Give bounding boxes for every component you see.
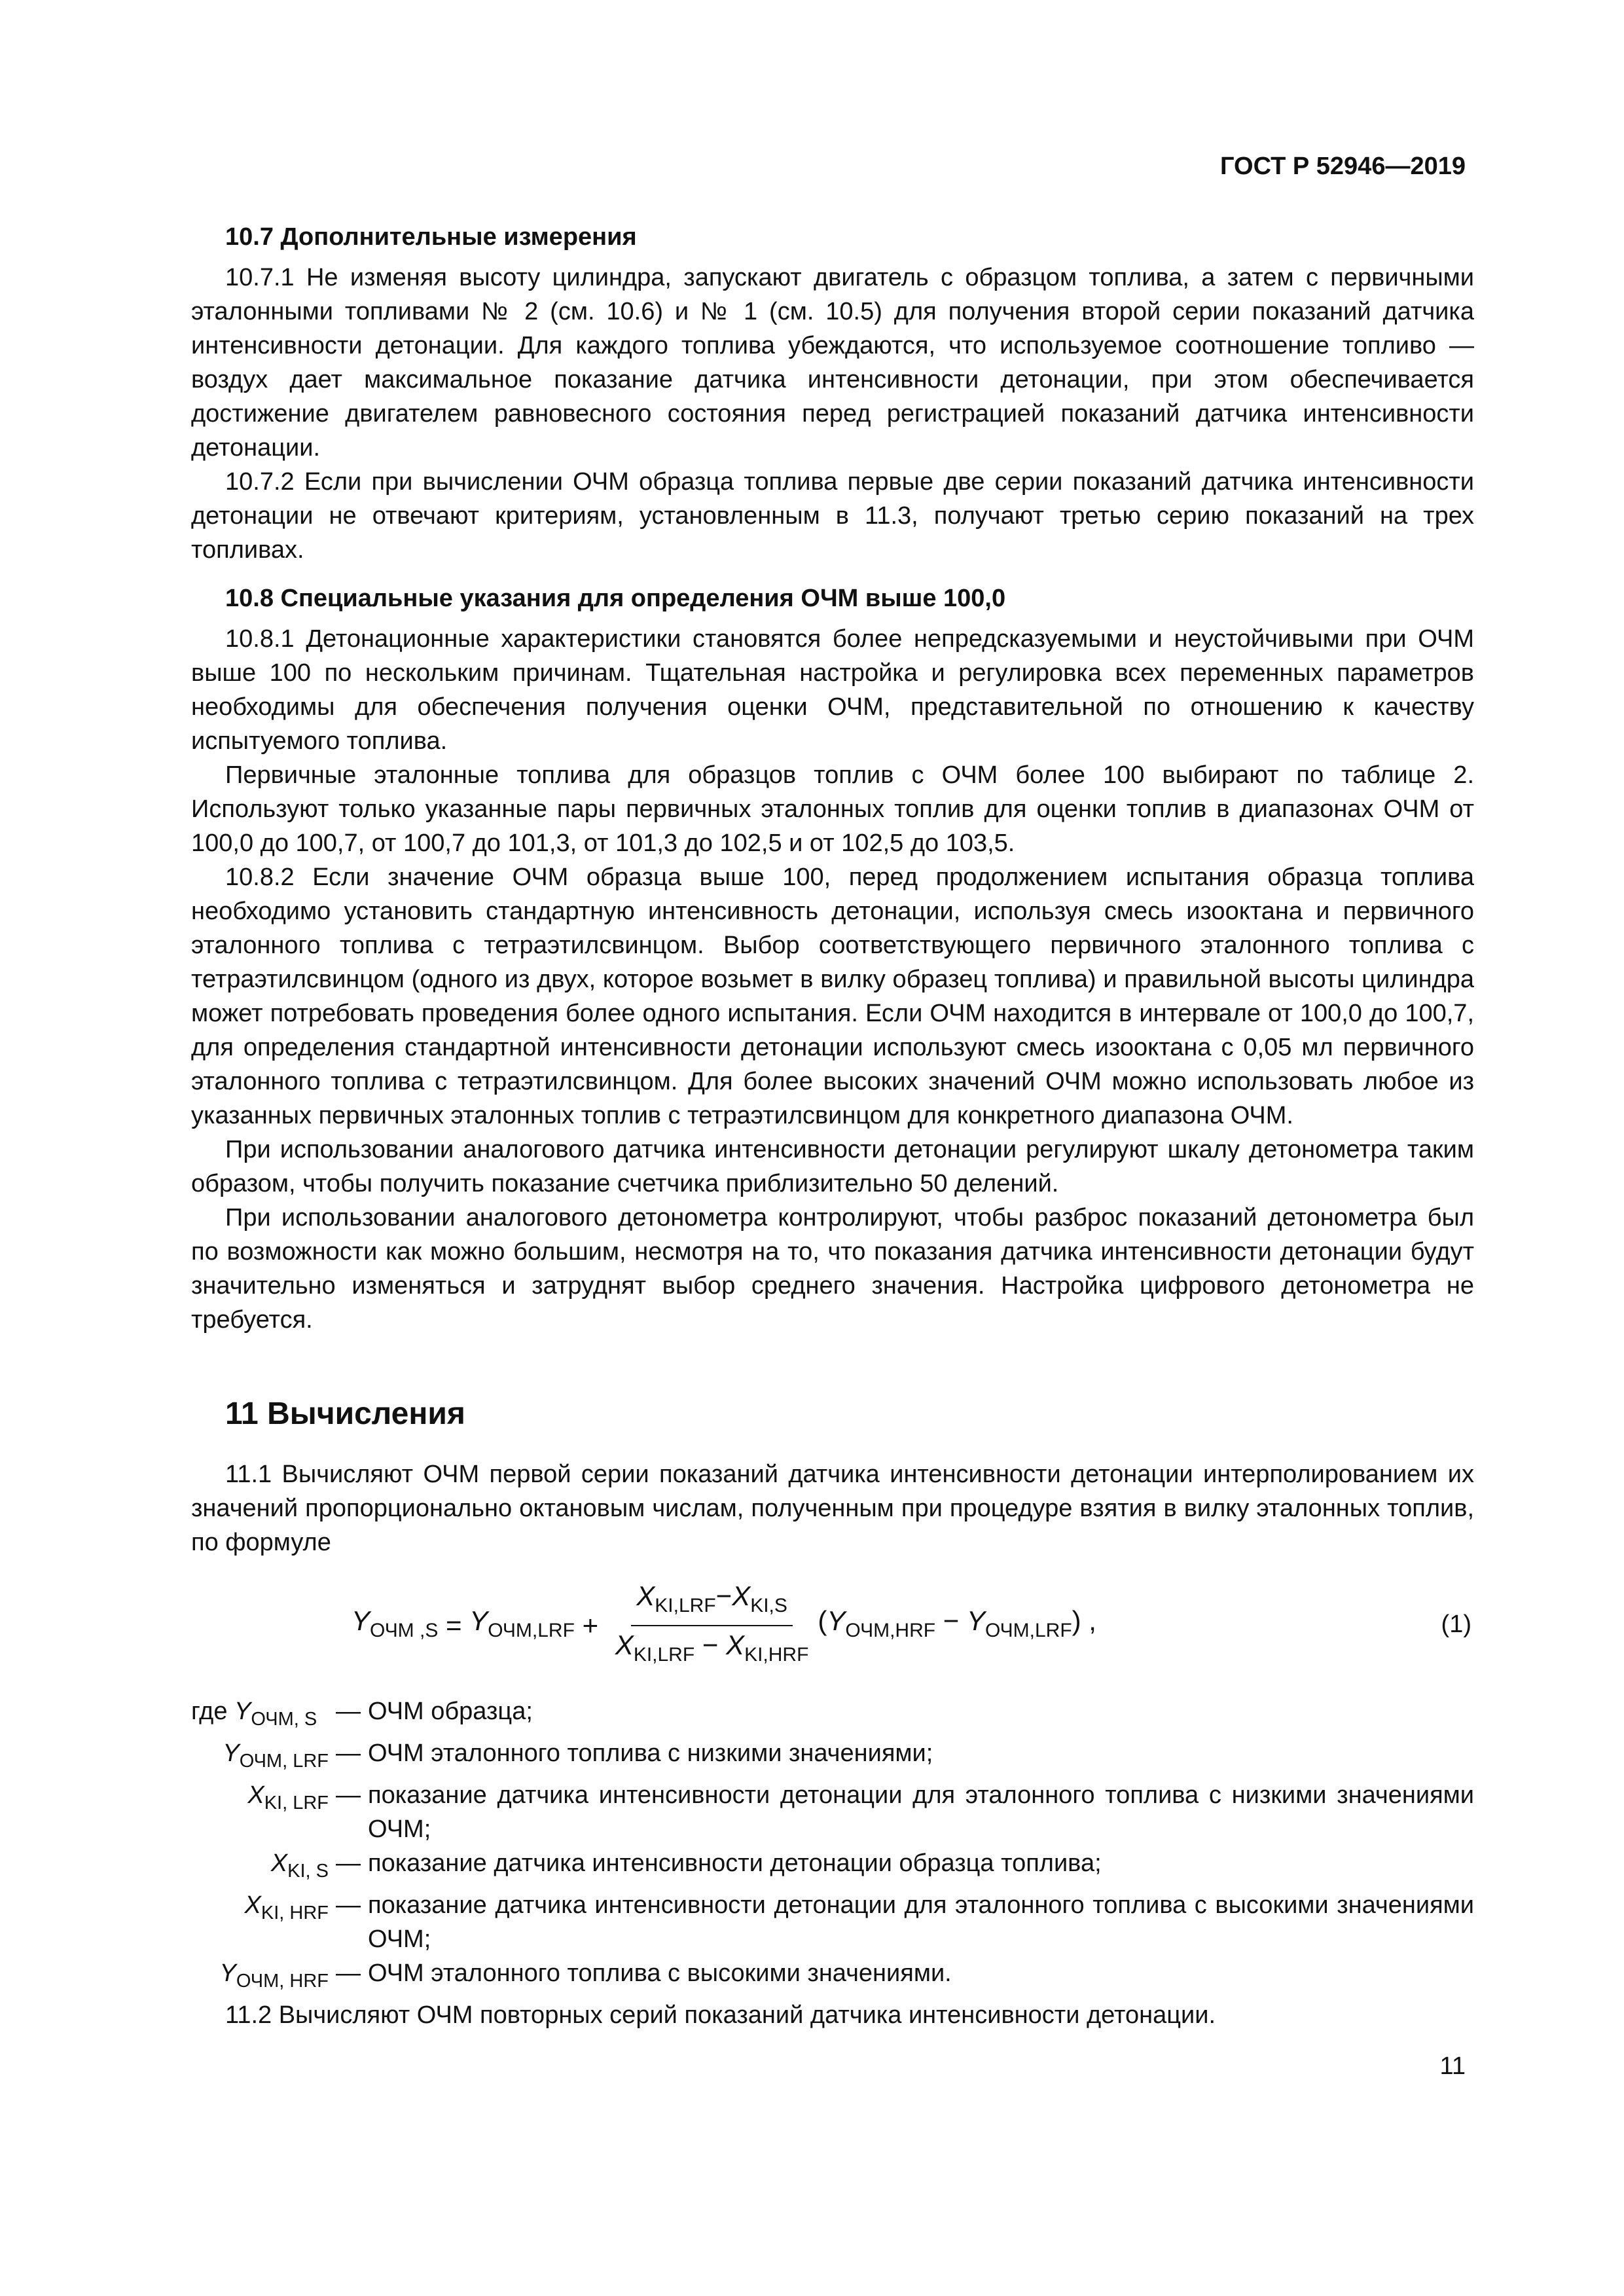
paragraph-10-7-1: 10.7.1 Не изменяя высоту цилиндра, запускают двигатель с образцом топлива, а затем с первичными эталонными топливами № 2 (см. 10.6) и № 1 (см. 10.5) для получения второй серии показаний датчика интенсивности детонации. Для каждого топлива убеждаются, что используемое соотношение топливо — воздух дает максимальное показание датчика интенсивности детонации, при этом обеспечивается достижение двигателем равновесного состояния перед регистрацией показаний датчика интенсивности детонации. <box>191 264 1474 462</box>
where-list <box>191 1694 1474 1998</box>
where-row <box>191 1778 1474 1846</box>
where-dash: — <box>336 1698 361 1725</box>
where-dash: — <box>336 1891 361 1919</box>
page-content <box>191 220 1474 2032</box>
fraction-denominator: $X_{KI,LRF} - X_{KI,HRF}$ <box>615 1630 809 1666</box>
paragraph-10-8-2: 10.8.2 Если значение ОЧМ образца выше 100, перед продолжением испытания образца топлива необходимо установить стандартную интенсивность детонации, используя смесь изооктана и первичного эталонного топлива с тетраэтилсвинцом. Выбор соответствующего первичного эталонного топлива с тетраэтилсвинцом (одного из двух, которое возьмет в вилку образец топлива) и правильной высоты цилиндра может потребовать проведения более одного испытания. Если ОЧМ находится в интервале от 100,0 до 100,7, для определения стандартной интенсивности детонации используют смесь изооктана с 0,05 мл первичного эталонного топлива с тетраэтилсвинцом. Для более высоких значений ОЧМ можно использовать любое из указанных первичных эталонных топлив с тетраэтилсвинцом для конкретного диапазона ОЧМ. <box>191 864 1474 1129</box>
formula-equals: = <box>438 1610 470 1641</box>
paragraph-10-8-primary-fuels: Первичные эталонные топлива для образцов топлив с ОЧМ более 100 выбирают по таблице 2. Используют только указанные пары первичных эталонных топлив для оценки топлив в диапазонах ОЧМ от 100,0 до 100,7, от 100,7 до 101,3, от 101,3 до 102,5 и от 102,5 до 103,5. <box>191 761 1474 857</box>
paragraph-10-7-2: 10.7.2 Если при вычислении ОЧМ образца топлива первые две серии показаний датчика интенсивности детонации не отвечают критериям, установленным в 11.3, получают третью серию показаний на трех топливах. <box>191 468 1474 564</box>
formula-parenthetical: $(Y_{ОЧМ,HRF} - Y_{ОЧМ,LRF})$ , <box>818 1605 1096 1641</box>
paragraph-analog-detonometer: При использовании аналогового детонометра контролируют, чтобы разброс показаний детонометра был по возможности как можно большим, несмотря на то, что показания датчика интенсивности детонации будут значительно изменяться и затруднят выбор среднего значения. Настройка цифрового детонометра не требуется. <box>191 1204 1474 1334</box>
where-row <box>191 1736 1474 1778</box>
formula-number: (1) <box>1441 1611 1471 1638</box>
where-row <box>191 1694 1474 1736</box>
where-dash: — <box>336 1740 361 1767</box>
section-heading-10-8: 10.8 Специальные указания для определения ОЧМ выше 100,0 <box>225 585 1006 612</box>
paragraph-analog-sensor: При использовании аналогового датчика интенсивности детонации регулируют шкалу детонометра таким образом, чтобы получить показание счетчика приблизительно 50 делений. <box>191 1136 1474 1197</box>
where-symbol: где $Y_{ОЧМ, S}$ <box>191 1698 317 1730</box>
where-row <box>191 1888 1474 1956</box>
where-description: показание датчика интенсивности детонации для эталонного топлива с высокими значениями ОЧМ; <box>368 1891 1474 1953</box>
formula-expression <box>352 1576 1096 1675</box>
where-description: показание датчика интенсивности детонации образца топлива; <box>368 1850 1102 1877</box>
paragraph-10-8-1: 10.8.1 Детонационные характеристики становятся более непредсказуемыми и неустойчивыми при ОЧМ выше 100 по нескольким причинам. Тщательная настройка и регулировка всех переменных параметров необходимы для обеспечения получения оценки ОЧМ, представительной по отношению к качеству испытуемого топлива. <box>191 625 1474 755</box>
section-heading-11: 11 Вычисления <box>225 1396 465 1431</box>
where-dash: — <box>336 1850 361 1877</box>
where-description: ОЧМ эталонного топлива с высокими значениями. <box>368 1959 952 1987</box>
where-symbol: $Y_{ОЧМ, LRF}$ <box>223 1740 329 1772</box>
where-symbol: $X_{KI, LRF}$ <box>247 1781 329 1813</box>
where-symbol: $X_{KI, HRF}$ <box>244 1891 329 1923</box>
where-dash: — <box>336 1781 361 1809</box>
paragraph-11-1: 11.1 Вычисляют ОЧМ первой серии показаний датчика интенсивности детонации интерполированием их значений пропорционально октановым числам, полученным при процедуре взятия в вилку эталонных топлив, по формуле <box>191 1461 1474 1556</box>
document-id-header: ГОСТ Р 52946—2019 <box>1220 153 1466 180</box>
where-symbol: $X_{KI, S}$ <box>270 1850 329 1882</box>
where-dash: — <box>336 1959 361 1987</box>
formula-1 <box>191 1576 1474 1675</box>
where-row <box>191 1956 1474 1998</box>
formula-plus: + <box>574 1610 606 1641</box>
where-description: показание датчика интенсивности детонации для эталонного топлива с низкими значениями ОЧМ; <box>368 1781 1474 1843</box>
formula-lhs: $Y_{ОЧМ ,S}$ <box>352 1605 439 1641</box>
formula-term-lrf: $Y_{ОЧМ,LRF}$ <box>469 1605 575 1641</box>
where-description: ОЧМ образца; <box>368 1698 533 1725</box>
where-row <box>191 1846 1474 1888</box>
where-symbol: $Y_{ОЧМ, HRF}$ <box>219 1959 329 1992</box>
fraction-numerator: $X_{KI,LRF}-X_{KI,S}$ <box>631 1580 793 1626</box>
page-number: 11 <box>1439 2052 1466 2080</box>
paragraph-11-2: 11.2 Вычисляют ОЧМ повторных серий показаний датчика интенсивности детонации. <box>225 2001 1216 2029</box>
where-description: ОЧМ эталонного топлива с низкими значениями; <box>368 1740 933 1767</box>
section-heading-10-7: 10.7 Дополнительные измерения <box>225 223 637 251</box>
formula-fraction <box>610 1580 814 1671</box>
